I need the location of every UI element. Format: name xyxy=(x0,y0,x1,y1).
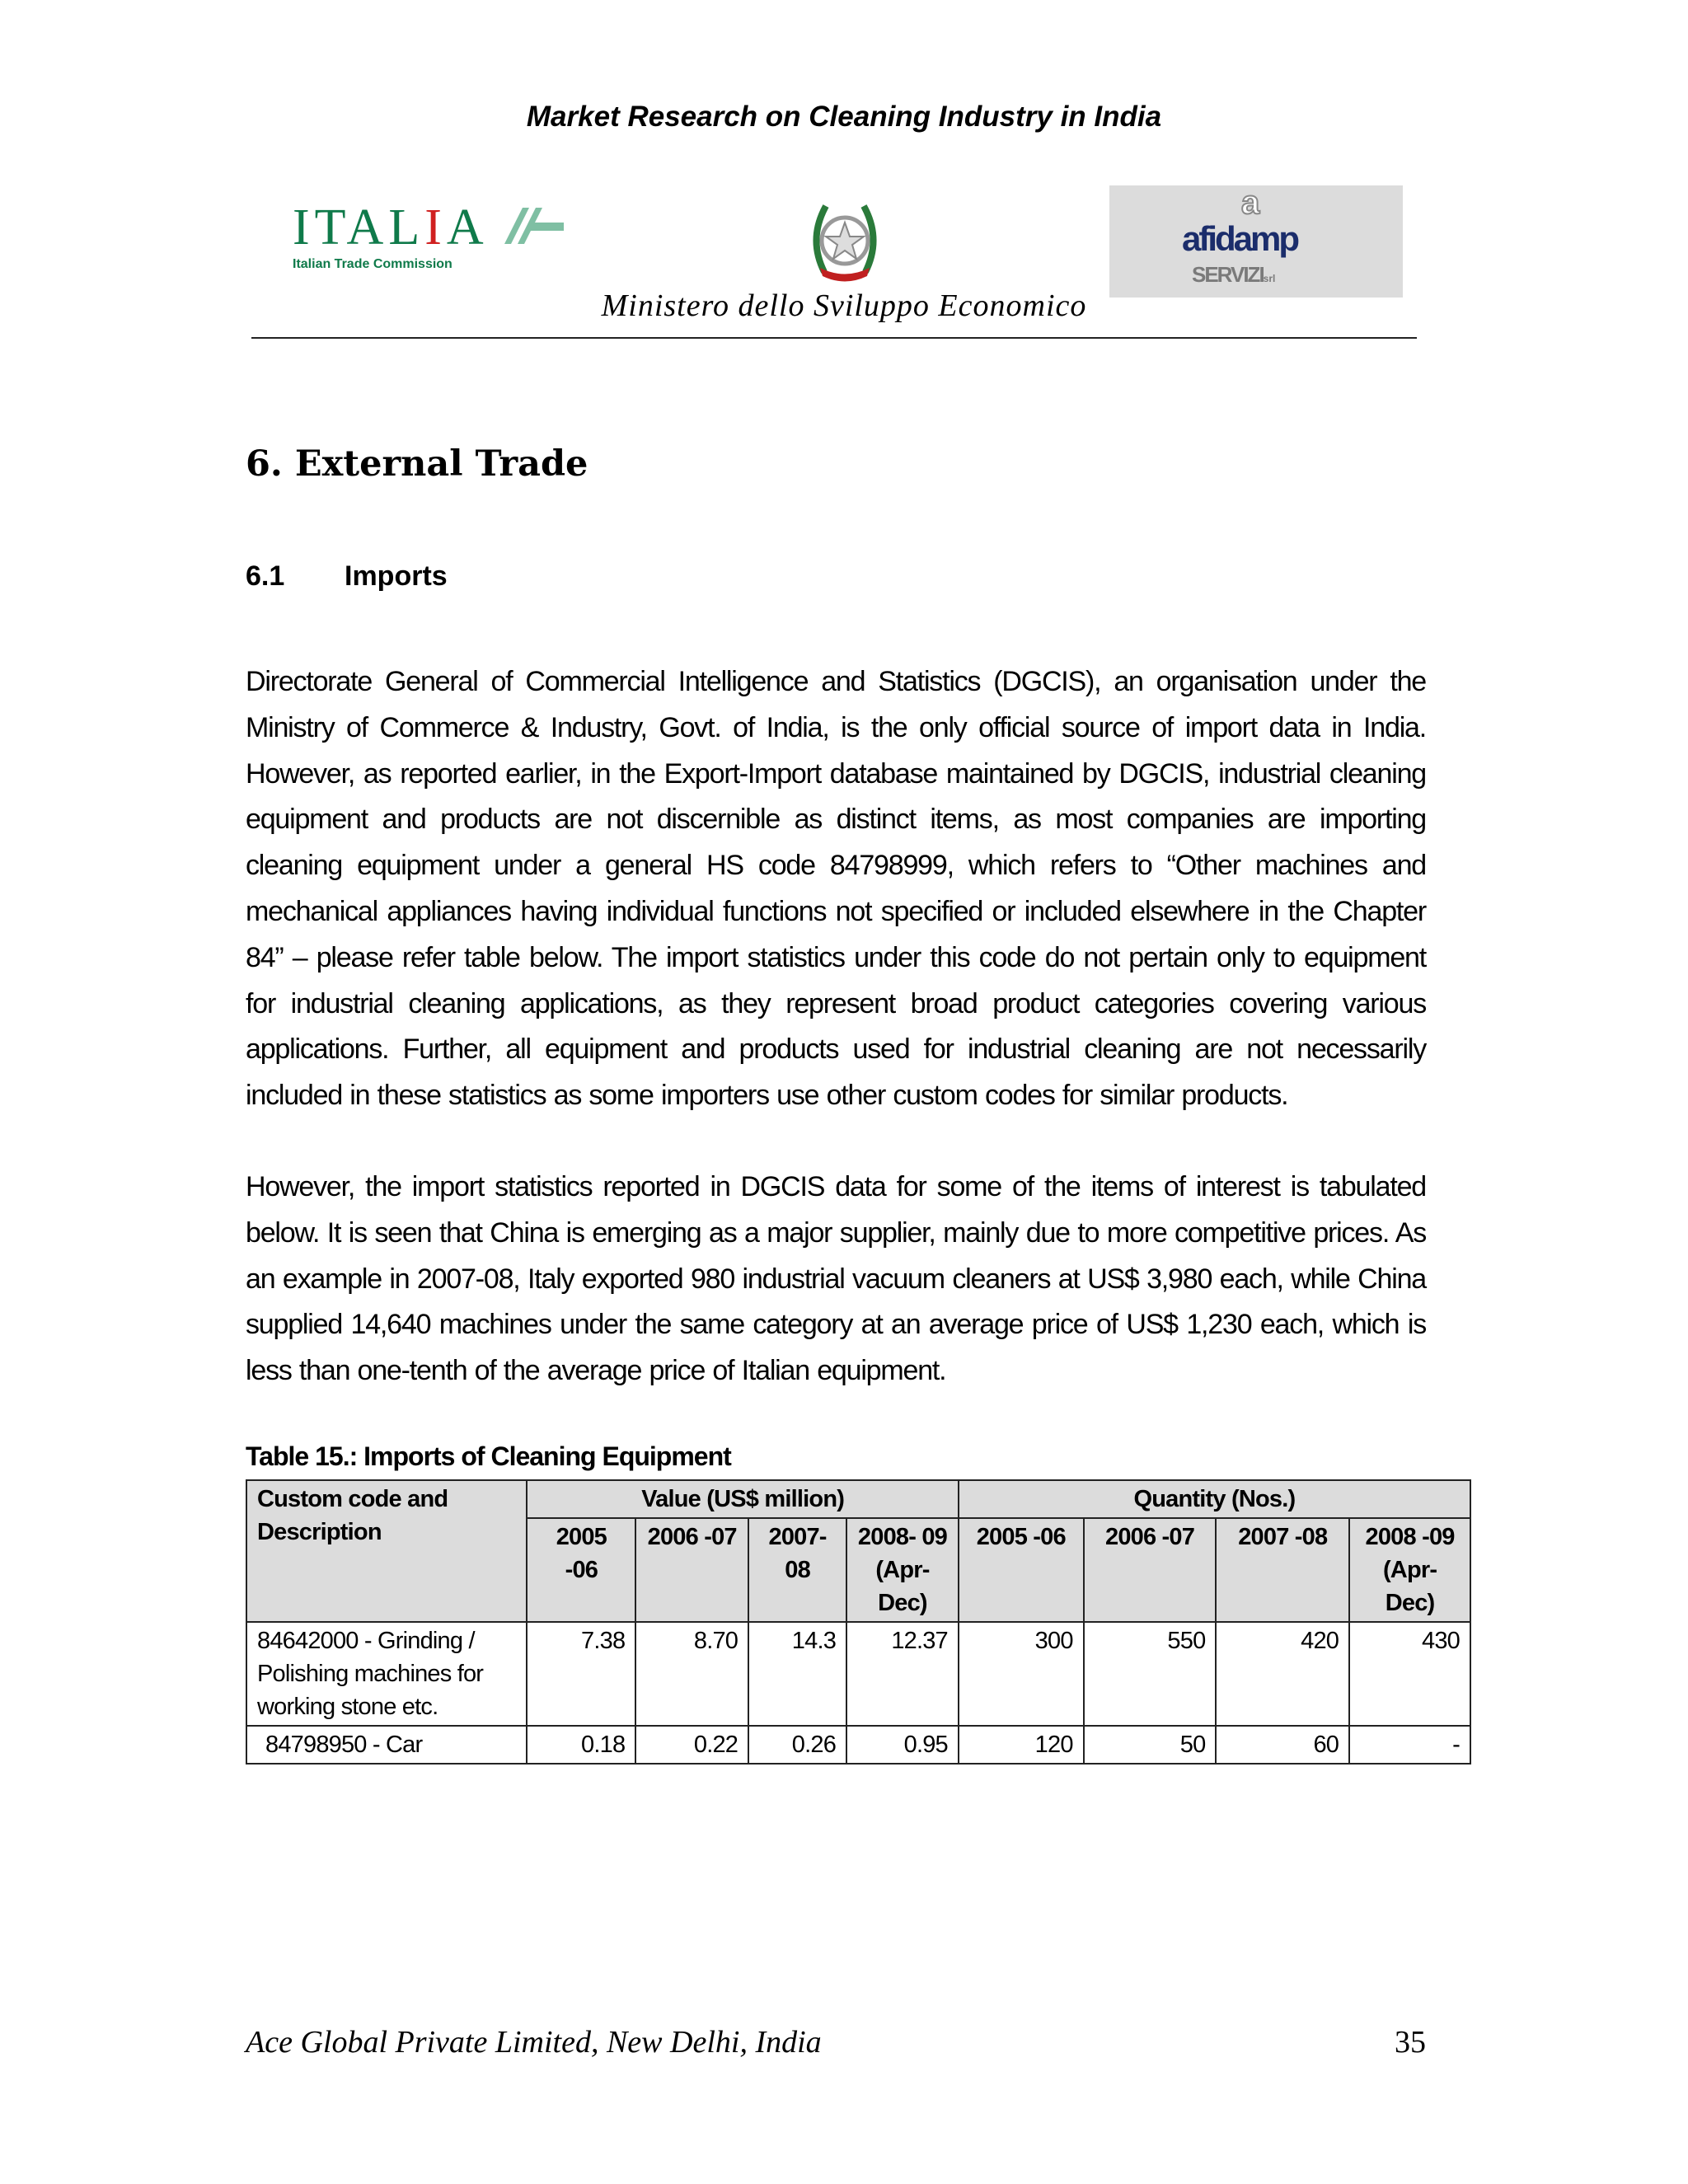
column-header-year: 2005 -06 xyxy=(959,1518,1084,1622)
ministero-logo-text: Ministero dello Sviluppo Economico xyxy=(601,288,1087,323)
table-cell: 0.95 xyxy=(846,1726,959,1764)
body-content xyxy=(246,659,1460,1765)
running-header-title: Market Research on Cleaning Industry in India xyxy=(526,101,1162,133)
column-header-year: 2006 -07 xyxy=(1084,1518,1217,1622)
column-header-year: 2006 -07 xyxy=(635,1518,748,1622)
table-cell: 0.18 xyxy=(527,1726,635,1764)
table-cell: 60 xyxy=(1216,1726,1349,1764)
table-cell: 7.38 xyxy=(527,1622,635,1726)
row-description: 84642000 - Grinding / Polishing machines for working stone etc. xyxy=(246,1622,527,1726)
column-header-year: 2008- 09 (Apr- Dec) xyxy=(846,1518,959,1622)
column-header-year: 2007- 08 xyxy=(748,1518,846,1622)
row-description: 84798950 - Car xyxy=(246,1726,527,1764)
column-group-value: Value (US$ million) xyxy=(527,1480,958,1518)
table-cell: 50 xyxy=(1084,1726,1217,1764)
table-row xyxy=(246,1726,1470,1764)
table-cell: 120 xyxy=(959,1726,1084,1764)
page-footer xyxy=(246,2023,1426,2061)
italia-logo-subtitle: Italian Trade Commission xyxy=(293,257,452,271)
table-cell: 14.3 xyxy=(748,1622,846,1726)
subsection-heading: 6.1 Imports xyxy=(246,560,448,592)
imports-table xyxy=(246,1479,1471,1765)
column-header-description: Custom code and Description xyxy=(246,1480,527,1622)
table-cell: 430 xyxy=(1349,1622,1470,1726)
table-cell: - xyxy=(1349,1726,1470,1764)
table-cell: 0.26 xyxy=(748,1726,846,1764)
table-cell: 550 xyxy=(1084,1622,1217,1726)
table-cell: 12.37 xyxy=(846,1622,959,1726)
table-caption: Table 15.: Imports of Cleaning Equipment xyxy=(246,1441,731,1471)
table-cell: 300 xyxy=(959,1622,1084,1726)
column-header-year: 2007 -08 xyxy=(1216,1518,1349,1622)
afidamp-servizi-logo: a afidamp SERVIZIsrl xyxy=(1109,185,1403,298)
section-heading: 6. External Trade xyxy=(246,443,588,485)
table-cell: 0.22 xyxy=(635,1726,748,1764)
italian-republic-emblem-icon xyxy=(808,198,882,285)
header-divider xyxy=(251,337,1417,339)
table-cell: 8.70 xyxy=(635,1622,748,1726)
column-group-quantity: Quantity (Nos.) xyxy=(959,1480,1470,1518)
footer-company: Ace Global Private Limited, New Delhi, India xyxy=(246,2025,822,2060)
table-row xyxy=(246,1622,1470,1726)
italia-arrows-icon xyxy=(504,208,565,246)
italia-trade-commission-logo: ITALIA Italian Trade Commission xyxy=(293,202,573,276)
page-number: 35 xyxy=(1395,2025,1426,2060)
paragraph: Directorate General of Commercial Intelligence and Statistics (DGCIS), an organisation under the Ministry of Commerce & Industry, Govt. of India, is the only official source of import data in India. However, as reported earlier, in the Export-Import database maintained by DGCIS, industrial cleaning equipment and products are not discernible as distinct items, as most companies are importing cleaning equipment under a general HS code 84798999, which refers to “Other machines and mechanical appliances having individual functions not specified or included elsewhere in the Chapter 84” – please refer table below. The import statistics under this code do not pertain only to equipment for industrial cleaning applications, as they represent broad product categories covering various applications. Further, all equipment and products used for industrial cleaning are not necessarily included in these statistics as some importers use other custom codes for similar products. xyxy=(246,666,1426,1112)
column-header-year: 2005 -06 xyxy=(527,1518,635,1622)
table-cell: 420 xyxy=(1216,1622,1349,1726)
column-header-year: 2008 -09 (Apr- Dec) xyxy=(1349,1518,1470,1622)
paragraph: However, the import statistics reported in DGCIS data for some of the items of interest is tabulated below. It is seen that China is emerging as a major supplier, mainly due to more competitive prices. As an example in 2007-08, Italy exported 980 industrial vacuum cleaners at US$ 3,980 each, while China supplied 14,640 machines under the same category at an average price of US$ 1,230 each, which is less than one-tenth of the average price of Italian equipment. xyxy=(246,1170,1426,1387)
